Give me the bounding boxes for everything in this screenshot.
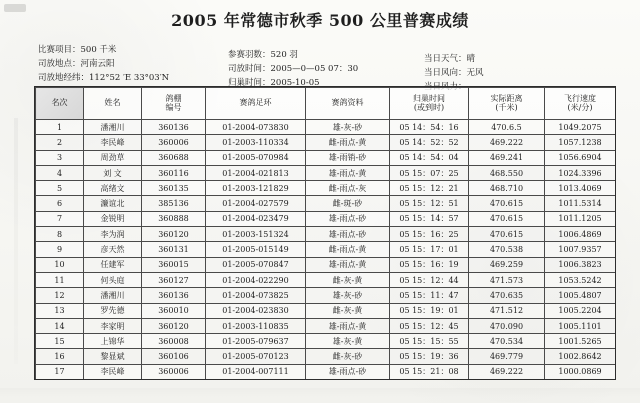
table-cell: 469.779 [469, 349, 545, 364]
table-cell: 雌-灰-砂 [306, 349, 390, 364]
table-cell: 1006.3823 [545, 257, 616, 272]
table-cell: 雄-雨点-黄 [306, 318, 390, 333]
table-row [36, 349, 616, 364]
table-cell: 1007.9357 [545, 242, 616, 257]
table-cell: 05 15：16：19 [390, 257, 469, 272]
table-cell: 李民峰 [84, 364, 142, 379]
table-row [36, 135, 616, 150]
table-cell: 雄-灰-黄 [306, 334, 390, 349]
table-cell: 上锦华 [84, 334, 142, 349]
table-cell: 彦天然 [84, 242, 142, 257]
table-cell: 1001.5265 [545, 334, 616, 349]
meta-right-1: 当日天气：晴 [424, 54, 476, 64]
table-cell: 1 [36, 120, 84, 135]
table-cell: 罗先德 [84, 303, 142, 318]
table-cell: 01-2004-073825 [206, 288, 306, 303]
header-distance: 实际距离 (千米) [469, 88, 545, 120]
table-cell: 01-2005-070984 [206, 150, 306, 165]
table-cell: 李为润 [84, 227, 142, 242]
table-cell: 01-2003-151324 [206, 227, 306, 242]
table-cell: 05 15：21：08 [390, 364, 469, 379]
table-cell: 黎显斌 [84, 349, 142, 364]
table-cell: 01-2004-027579 [206, 196, 306, 211]
table-cell: 9 [36, 242, 84, 257]
table-cell: 1005.2204 [545, 303, 616, 318]
table-cell: 雌-雨点-灰 [306, 181, 390, 196]
table-cell: 01-2005-079637 [206, 334, 306, 349]
table-cell: 1024.3396 [545, 165, 616, 180]
table-cell: 471.512 [469, 303, 545, 318]
table-cell: 471.573 [469, 272, 545, 287]
table-row [36, 318, 616, 333]
table-cell: 6 [36, 196, 84, 211]
header-profile: 赛鸽资料 [306, 88, 390, 120]
table-cell: 470.534 [469, 334, 545, 349]
table-cell: 12 [36, 288, 84, 303]
table-cell: 1002.8642 [545, 349, 616, 364]
table-cell: 1057.1238 [545, 135, 616, 150]
table-cell: 何头庭 [84, 272, 142, 287]
table-cell: 05 14：52：52 [390, 135, 469, 150]
table-cell: 360006 [142, 364, 206, 379]
table-cell: 雄-雨点-砂 [306, 364, 390, 379]
table-cell: 金锐明 [84, 211, 142, 226]
table-cell: 1000.0869 [545, 364, 616, 379]
table-row [36, 181, 616, 196]
table-row [36, 334, 616, 349]
table-row [36, 120, 616, 135]
header-ring: 赛鸽足环 [206, 88, 306, 120]
table-cell: 1013.4069 [545, 181, 616, 196]
table-cell: 469.222 [469, 364, 545, 379]
table-cell: 469.241 [469, 150, 545, 165]
table-cell: 4 [36, 165, 84, 180]
table-cell: 雄-雨销-砂 [306, 150, 390, 165]
table-cell: 01-2004-021813 [206, 165, 306, 180]
table-cell: 1006.4869 [545, 227, 616, 242]
header-name: 姓名 [84, 88, 142, 120]
meta-right-2: 当日风向：无风 [424, 68, 484, 78]
meta-right-3: 当日风力： [424, 82, 467, 92]
table-cell: 01-2003-110334 [206, 135, 306, 150]
table-cell: 7 [36, 211, 84, 226]
table-cell: 15 [36, 334, 84, 349]
table-cell: 01-2005-070123 [206, 349, 306, 364]
table-cell: 1011.5314 [545, 196, 616, 211]
table-cell: 360688 [142, 150, 206, 165]
table-cell: 1053.5242 [545, 272, 616, 287]
table-cell: 05 15：12：45 [390, 318, 469, 333]
meta-left-2: 司放地点：河南云阳 [38, 59, 115, 69]
table-cell: 470.615 [469, 196, 545, 211]
table-row [36, 227, 616, 242]
table-cell: 1011.1205 [545, 211, 616, 226]
table-cell: 468.710 [469, 181, 545, 196]
table-cell: 雌-雨点-黄 [306, 242, 390, 257]
table-cell: 05 15：19：01 [390, 303, 469, 318]
table-cell: 2 [36, 135, 84, 150]
table-row [36, 165, 616, 180]
document-title: 2005 年常德市秋季 500 公里普赛成绩 [171, 11, 469, 30]
table-cell: 雄-灰-砂 [306, 120, 390, 135]
table-cell: 470.615 [469, 211, 545, 226]
meta-center-2: 司放时间：2005—0—05 07：30 [228, 64, 359, 74]
table-cell: 470.635 [469, 288, 545, 303]
meta-left-3: 司放地经纬：112°52 ′E 33°03′N [38, 73, 170, 83]
table-cell: 05 14：54：16 [390, 120, 469, 135]
table-cell: 1005.1101 [545, 318, 616, 333]
table-cell: 05 15：17：01 [390, 242, 469, 257]
table-cell: 05 15：15：55 [390, 334, 469, 349]
table-cell: 360127 [142, 272, 206, 287]
table-cell: 360888 [142, 211, 206, 226]
table-cell: 470.090 [469, 318, 545, 333]
table-cell: 05 15：07：25 [390, 165, 469, 180]
table-cell: 潘湘川 [84, 120, 142, 135]
table-cell: 雄-雨点-砂 [306, 211, 390, 226]
table-cell: 雄-雨点-黄 [306, 165, 390, 180]
table-row [36, 303, 616, 318]
table-cell: 5 [36, 181, 84, 196]
table-cell: 17 [36, 364, 84, 379]
table-cell: 高绪文 [84, 181, 142, 196]
table-cell: 01-2004-007111 [206, 364, 306, 379]
table-cell: 05 15：14：57 [390, 211, 469, 226]
table-cell: 470.6.5 [469, 120, 545, 135]
table-cell: 雌-灰-黄 [306, 272, 390, 287]
table-row [36, 272, 616, 287]
table-cell: 1005.4807 [545, 288, 616, 303]
table-cell: 刘 文 [84, 165, 142, 180]
table-cell: 3 [36, 150, 84, 165]
table-cell: 1056.6904 [545, 150, 616, 165]
table-cell: 470.538 [469, 242, 545, 257]
table-cell: 05 15：11：47 [390, 288, 469, 303]
table-cell: 05 15：12：44 [390, 272, 469, 287]
table-row [36, 257, 616, 272]
table-cell: 360131 [142, 242, 206, 257]
table-cell: 469.222 [469, 135, 545, 150]
table-cell: 01-2005-070847 [206, 257, 306, 272]
table-cell: 13 [36, 303, 84, 318]
table-cell: 01-2003-121829 [206, 181, 306, 196]
table-row [36, 242, 616, 257]
table-cell: 360015 [142, 257, 206, 272]
table-cell: 469.259 [469, 257, 545, 272]
results-table-body [36, 120, 616, 380]
table-cell: 360106 [142, 349, 206, 364]
table-cell: 05 15：16：25 [390, 227, 469, 242]
table-row [36, 150, 616, 165]
table-cell: 雄-雨点-黄 [306, 257, 390, 272]
table-row [36, 288, 616, 303]
table-cell: 360136 [142, 288, 206, 303]
table-cell: 01-2003-110835 [206, 318, 306, 333]
table-cell: 任建军 [84, 257, 142, 272]
table-cell: 01-2004-023830 [206, 303, 306, 318]
table-cell: 雌-雨点-黄 [306, 135, 390, 150]
header-rank: 名次 [36, 88, 84, 120]
table-cell: 01-2004-073830 [206, 120, 306, 135]
table-cell: 濂谊北 [84, 196, 142, 211]
table-cell: 雌-斑-砂 [306, 196, 390, 211]
table-cell: 470.615 [469, 227, 545, 242]
table-cell: 10 [36, 257, 84, 272]
table-cell: 01-2005-015149 [206, 242, 306, 257]
header-loft-id: 鸽棚 编号 [142, 88, 206, 120]
table-cell: 360008 [142, 334, 206, 349]
table-cell: 雄-灰-砂 [306, 288, 390, 303]
table-cell: 李家明 [84, 318, 142, 333]
results-table-wrap [34, 86, 616, 380]
table-header-row [36, 88, 616, 120]
table-cell: 468.550 [469, 165, 545, 180]
header-return-time: 归巢时间 (或到时) [390, 88, 469, 120]
table-cell: 385136 [142, 196, 206, 211]
table-cell: 360120 [142, 318, 206, 333]
table-cell: 360116 [142, 165, 206, 180]
bottom-fade [0, 388, 640, 398]
table-row [36, 364, 616, 379]
left-shadow [14, 118, 18, 364]
meta-center-1: 参赛羽数：520 羽 [228, 50, 298, 60]
meta-left-1: 比赛项目：500 千米 [38, 45, 117, 55]
table-cell: 雌-灰-黄 [306, 303, 390, 318]
table-cell: 8 [36, 227, 84, 242]
table-cell: 360006 [142, 135, 206, 150]
table-cell: 05 14：54：04 [390, 150, 469, 165]
table-row [36, 211, 616, 226]
table-cell: 360135 [142, 181, 206, 196]
table-cell: 05 15：19：36 [390, 349, 469, 364]
table-cell: 周劲草 [84, 150, 142, 165]
results-table [35, 87, 616, 380]
header-speed: 飞行速度 (米/分) [545, 88, 616, 120]
table-cell: 360010 [142, 303, 206, 318]
table-cell: 李民峰 [84, 135, 142, 150]
table-cell: 11 [36, 272, 84, 287]
table-cell: 1049.2075 [545, 120, 616, 135]
table-cell: 14 [36, 318, 84, 333]
table-cell: 01-2004-023479 [206, 211, 306, 226]
table-cell: 05 15：12：21 [390, 181, 469, 196]
table-cell: 16 [36, 349, 84, 364]
table-cell: 01-2004-022290 [206, 272, 306, 287]
table-cell: 360120 [142, 227, 206, 242]
table-cell: 雄-雨点-砂 [306, 227, 390, 242]
meta-center-3: 归巢时间：2005-10-05 [228, 78, 320, 88]
table-cell: 360136 [142, 120, 206, 135]
table-cell: 潘湘川 [84, 288, 142, 303]
table-cell: 05 15：12：51 [390, 196, 469, 211]
table-row [36, 196, 616, 211]
